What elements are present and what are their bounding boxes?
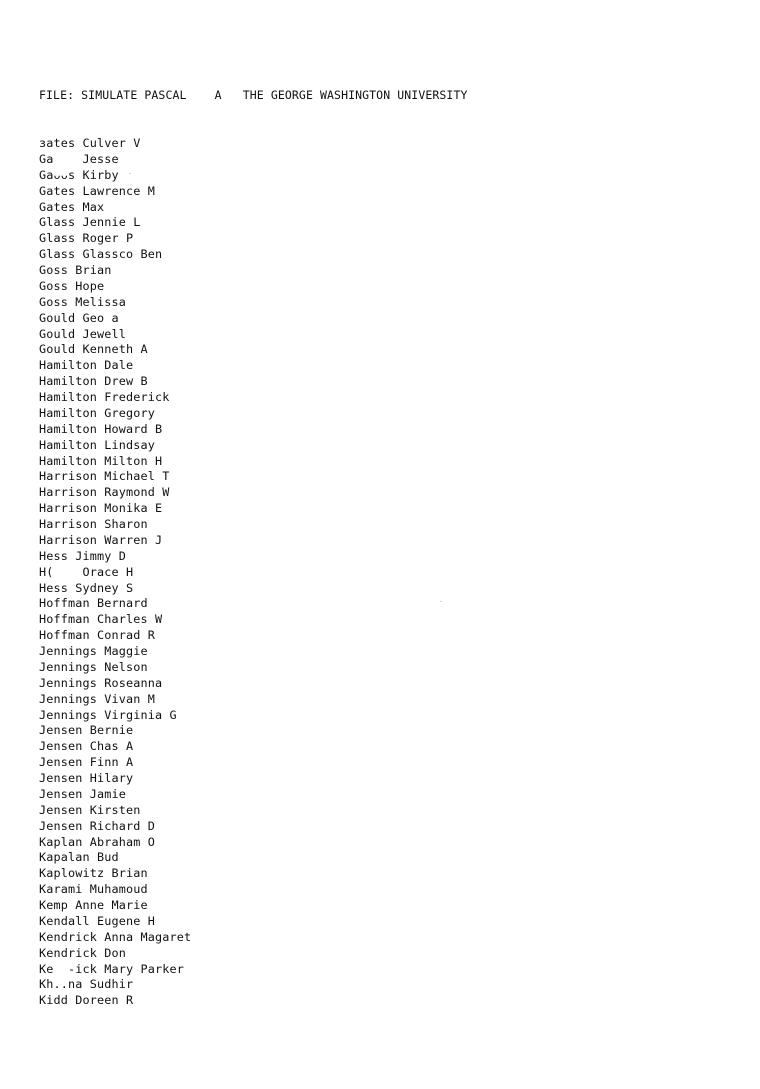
name-entry: Hamilton Frederick: [39, 390, 170, 404]
name-entry: Jensen Chas A: [39, 739, 134, 754]
name-entry: Jensen Hilary: [39, 771, 134, 785]
name-entry: Gates Max: [39, 199, 105, 214]
file-label: FILE:: [39, 88, 75, 102]
name-entry: Hamilton Howard B: [39, 421, 163, 436]
name-entry: Jensen Kirsten: [39, 802, 141, 817]
name-entry: Goss Hope: [39, 278, 105, 293]
name-entry: Jensen Bernie: [39, 723, 134, 738]
name-entry: Kemp Anne Marie: [39, 898, 148, 912]
name-entry: Gates Lawrence M: [39, 183, 156, 198]
name-entry: Jensen Richard D: [39, 818, 156, 833]
name-entry: Kapalan Bud: [39, 850, 119, 865]
name-entry: Hess Jimmy D: [39, 548, 127, 563]
name-entry: Kh..na Sudhir: [39, 977, 134, 992]
name-entry: Jennings Maggie: [39, 644, 148, 658]
name-entry: Kidd Doreen R: [39, 993, 134, 1008]
name-entry: Jennings Virginia G: [39, 707, 177, 722]
name-entry: Hoffman Charles W: [39, 612, 163, 627]
name-entry: Gould Jewell: [39, 326, 127, 341]
name-entry: Hoffman Bernard: [39, 596, 148, 611]
name-entry: Harrison Sharon: [39, 517, 148, 531]
name-entry: Hamilton Dale: [39, 358, 134, 373]
name-entry: Jennings Vivan M: [39, 691, 156, 706]
name-entry: Gould Geo a: [39, 310, 119, 325]
name-entry: Ke -ick Mary Parker: [39, 961, 185, 976]
name-entry: Kendrick Don: [39, 945, 127, 960]
name-entry: Hoffman Conrad R: [39, 628, 156, 643]
name-entry: Hamilton Gregory: [39, 405, 156, 420]
name-entry: H( Orace H: [39, 564, 134, 579]
name-entry: Goss Melissa: [39, 294, 127, 309]
name-entry: Jennings Roseanna: [39, 675, 163, 690]
name-entry: Hamilton Lindsay: [39, 437, 156, 452]
name-entry: Kaplan Abraham O: [39, 834, 156, 849]
name-entry: Harrison Michael T: [39, 469, 170, 484]
name-entry: Hamilton Milton H: [39, 453, 163, 468]
name-entry: Kendrick Anna Magaret: [39, 929, 192, 944]
name-list: [39, 136, 191, 1009]
name-entry: Harrison Monika E: [39, 501, 163, 516]
name-entry: Kendall Eugene H: [39, 913, 156, 928]
file-header: [39, 88, 468, 102]
name-entry: Harrison Warren J: [39, 532, 163, 547]
name-entry: Gaᴗᴗs Kirby: [39, 167, 119, 182]
name-entry: ɜates Culver V: [39, 136, 141, 150]
name-entry: Ga Jesse: [39, 151, 119, 166]
name-entry: Harrison Raymond W: [39, 485, 170, 500]
name-entry: Glass Roger P: [39, 231, 134, 246]
name-entry: Goss Brian: [39, 263, 112, 277]
name-entry: Glass Jennie L: [39, 215, 141, 230]
institution-name: THE GEORGE WASHINGTON UNIVERSITY: [242, 88, 468, 102]
scan-speck: [129, 173, 131, 174]
name-entry: Kaplowitz Brian: [39, 866, 148, 881]
scan-speck: [440, 601, 442, 602]
name-entry: Jensen Jamie: [39, 786, 127, 801]
name-entry: Glass Glassco Ben: [39, 247, 163, 262]
file-mode: A: [214, 88, 222, 102]
name-entry: Karami Muhamoud: [39, 882, 148, 897]
name-entry: Jennings Nelson: [39, 659, 148, 674]
name-entry: Hamilton Drew B: [39, 374, 148, 389]
name-entry: Gould Kenneth A: [39, 342, 148, 357]
name-entry: Jensen Finn A: [39, 755, 134, 770]
file-name: SIMULATE PASCAL: [81, 88, 187, 102]
name-entry: Hess Sydney S: [39, 580, 134, 595]
